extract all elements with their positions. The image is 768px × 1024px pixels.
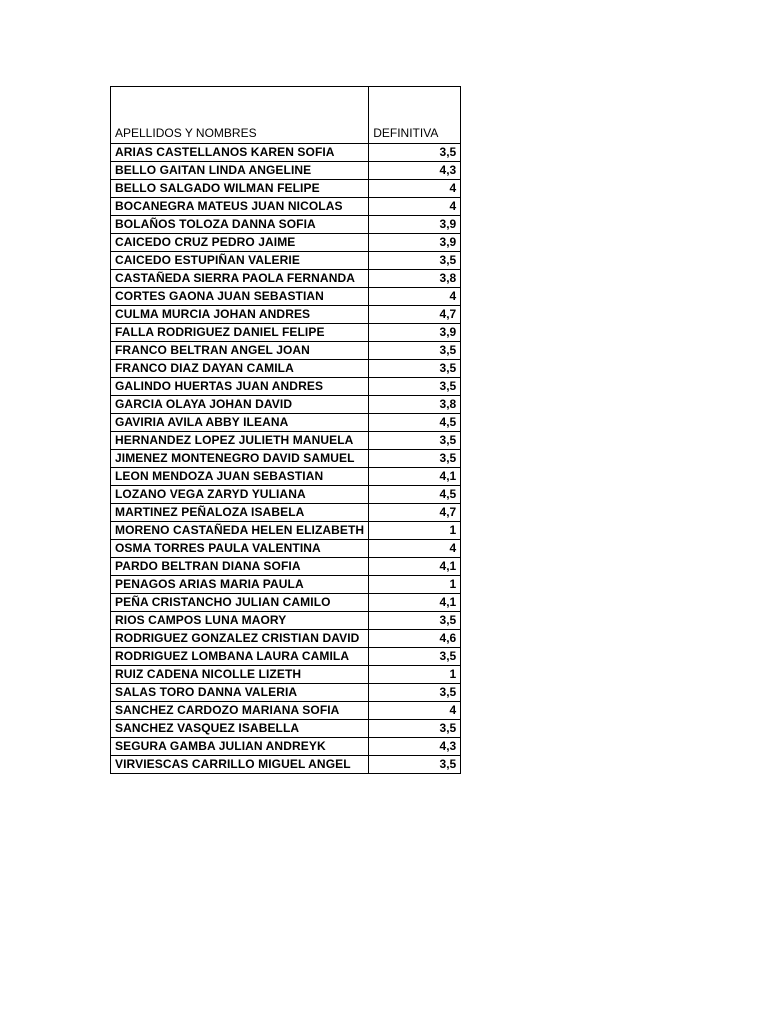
table-row: [111, 342, 461, 360]
student-grade: 3,5: [369, 720, 461, 738]
table-row: [111, 324, 461, 342]
table-row: [111, 180, 461, 198]
student-name: BELLO SALGADO WILMAN FELIPE: [111, 180, 369, 198]
student-grade: 3,5: [369, 756, 461, 774]
table-row: [111, 306, 461, 324]
student-grade: 4,1: [369, 594, 461, 612]
table-row: [111, 414, 461, 432]
student-name: GARCIA OLAYA JOHAN DAVID: [111, 396, 369, 414]
student-grade: 3,8: [369, 396, 461, 414]
header-row: [111, 87, 461, 144]
student-name: MARTINEZ PEÑALOZA ISABELA: [111, 504, 369, 522]
student-name: CULMA MURCIA JOHAN ANDRES: [111, 306, 369, 324]
table-row: [111, 504, 461, 522]
table-row: [111, 684, 461, 702]
student-name: SANCHEZ CARDOZO MARIANA SOFIA: [111, 702, 369, 720]
table-row: [111, 522, 461, 540]
table-row: [111, 270, 461, 288]
student-name: CASTAÑEDA SIERRA PAOLA FERNANDA: [111, 270, 369, 288]
student-name: RUIZ CADENA NICOLLE LIZETH: [111, 666, 369, 684]
student-name: LOZANO VEGA ZARYD YULIANA: [111, 486, 369, 504]
table-row: [111, 594, 461, 612]
student-grade: 3,5: [369, 432, 461, 450]
header-definitiva: DEFINITIVA: [369, 87, 461, 144]
table-row: [111, 756, 461, 774]
student-grade: 3,9: [369, 324, 461, 342]
student-grade: 3,5: [369, 612, 461, 630]
student-grade: 1: [369, 522, 461, 540]
student-name: PENAGOS ARIAS MARIA PAULA: [111, 576, 369, 594]
student-grade: 4: [369, 702, 461, 720]
table-row: [111, 648, 461, 666]
student-name: CAICEDO ESTUPIÑAN VALERIE: [111, 252, 369, 270]
student-grade: 3,5: [369, 144, 461, 162]
student-name: RODRIGUEZ LOMBANA LAURA CAMILA: [111, 648, 369, 666]
student-grade: 4,5: [369, 414, 461, 432]
student-grade: 4,3: [369, 162, 461, 180]
student-grade: 3,9: [369, 216, 461, 234]
table-row: [111, 540, 461, 558]
student-grade: 4,1: [369, 468, 461, 486]
student-name: RODRIGUEZ GONZALEZ CRISTIAN DAVID: [111, 630, 369, 648]
table-row: [111, 468, 461, 486]
table-row: [111, 738, 461, 756]
table-row: [111, 720, 461, 738]
student-grade: 1: [369, 576, 461, 594]
student-name: PARDO BELTRAN DIANA SOFIA: [111, 558, 369, 576]
grades-table: [110, 86, 461, 774]
header-names: APELLIDOS Y NOMBRES: [111, 87, 369, 144]
student-name: GALINDO HUERTAS JUAN ANDRES: [111, 378, 369, 396]
student-name: RIOS CAMPOS LUNA MAORY: [111, 612, 369, 630]
student-grade: 3,9: [369, 234, 461, 252]
student-grade: 3,5: [369, 378, 461, 396]
student-grade: 4,3: [369, 738, 461, 756]
student-name: MORENO CASTAÑEDA HELEN ELIZABETH: [111, 522, 369, 540]
table-row: [111, 702, 461, 720]
student-grade: 4,7: [369, 306, 461, 324]
student-grade: 4: [369, 540, 461, 558]
table-row: [111, 162, 461, 180]
table-header: [111, 87, 461, 144]
student-name: JIMENEZ MONTENEGRO DAVID SAMUEL: [111, 450, 369, 468]
student-grade: 4: [369, 198, 461, 216]
table-row: [111, 234, 461, 252]
student-name: CORTES GAONA JUAN SEBASTIAN: [111, 288, 369, 306]
table-row: [111, 432, 461, 450]
table-row: [111, 630, 461, 648]
student-grade: 3,5: [369, 360, 461, 378]
table-row: [111, 558, 461, 576]
student-name: BOLAÑOS TOLOZA DANNA SOFIA: [111, 216, 369, 234]
table-row: [111, 396, 461, 414]
student-name: LEON MENDOZA JUAN SEBASTIAN: [111, 468, 369, 486]
table-row: [111, 360, 461, 378]
student-name: GAVIRIA AVILA ABBY ILEANA: [111, 414, 369, 432]
student-grade: 3,5: [369, 648, 461, 666]
table-row: [111, 216, 461, 234]
table-body: [111, 144, 461, 774]
table-row: [111, 666, 461, 684]
student-grade: 4: [369, 180, 461, 198]
student-name: VIRVIESCAS CARRILLO MIGUEL ANGEL: [111, 756, 369, 774]
table-row: [111, 450, 461, 468]
student-name: PEÑA CRISTANCHO JULIAN CAMILO: [111, 594, 369, 612]
student-grade: 3,8: [369, 270, 461, 288]
student-grade: 3,5: [369, 252, 461, 270]
student-name: BELLO GAITAN LINDA ANGELINE: [111, 162, 369, 180]
student-name: FRANCO DIAZ DAYAN CAMILA: [111, 360, 369, 378]
student-grade: 4,6: [369, 630, 461, 648]
student-name: FALLA RODRIGUEZ DANIEL FELIPE: [111, 324, 369, 342]
table-row: [111, 288, 461, 306]
student-grade: 3,5: [369, 684, 461, 702]
table-row: [111, 486, 461, 504]
student-name: BOCANEGRA MATEUS JUAN NICOLAS: [111, 198, 369, 216]
student-grade: 4: [369, 288, 461, 306]
student-name: HERNANDEZ LOPEZ JULIETH MANUELA: [111, 432, 369, 450]
student-name: SEGURA GAMBA JULIAN ANDREYK: [111, 738, 369, 756]
student-name: SANCHEZ VASQUEZ ISABELLA: [111, 720, 369, 738]
student-name: OSMA TORRES PAULA VALENTINA: [111, 540, 369, 558]
student-name: CAICEDO CRUZ PEDRO JAIME: [111, 234, 369, 252]
student-grade: 4,7: [369, 504, 461, 522]
student-name: ARIAS CASTELLANOS KAREN SOFIA: [111, 144, 369, 162]
student-grade: 4,5: [369, 486, 461, 504]
student-grade: 4,1: [369, 558, 461, 576]
student-grade: 1: [369, 666, 461, 684]
student-name: SALAS TORO DANNA VALERIA: [111, 684, 369, 702]
student-grade: 3,5: [369, 342, 461, 360]
table-row: [111, 252, 461, 270]
student-grade: 3,5: [369, 450, 461, 468]
table-row: [111, 198, 461, 216]
student-name: FRANCO BELTRAN ANGEL JOAN: [111, 342, 369, 360]
table-row: [111, 612, 461, 630]
table-row: [111, 378, 461, 396]
table-row: [111, 576, 461, 594]
table-row: [111, 144, 461, 162]
